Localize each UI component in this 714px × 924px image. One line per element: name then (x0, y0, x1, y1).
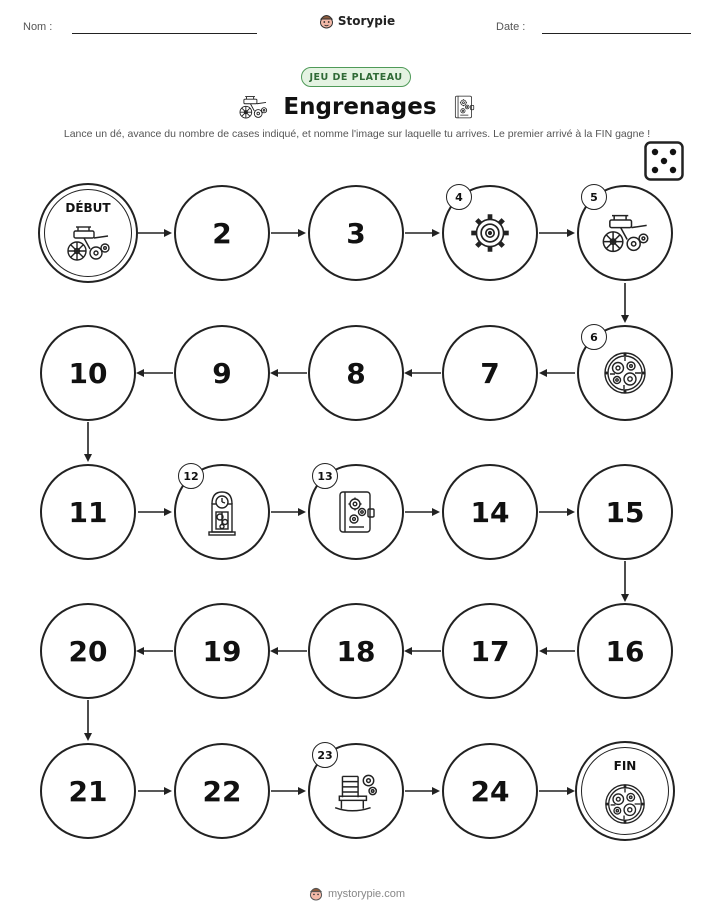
gear-icon (465, 208, 515, 258)
board-space-16[interactable] (577, 603, 673, 699)
space-number: 3 (346, 216, 366, 250)
end-label: FIN (613, 759, 637, 773)
space-number: 8 (346, 356, 366, 390)
end-space[interactable] (575, 741, 675, 841)
space-number: 18 (336, 634, 376, 668)
title-row (0, 91, 714, 123)
space-number: 17 (470, 634, 510, 668)
board-space-15[interactable] (577, 464, 673, 560)
board-space-14[interactable] (442, 464, 538, 560)
space-number: 20 (68, 634, 108, 668)
board-space-17[interactable] (442, 603, 538, 699)
space-number-tag: 23 (312, 742, 338, 768)
board-space-4[interactable] (442, 185, 538, 281)
grandfather-clock-icon (198, 487, 246, 537)
clockwork-icon (601, 349, 649, 397)
page-title: Engrenages (283, 94, 437, 120)
board-space-13[interactable] (308, 464, 404, 560)
space-number: 10 (68, 356, 108, 390)
start-space[interactable] (38, 183, 138, 283)
space-number: 2 (212, 216, 232, 250)
instructions: Lance un dé, avance du nombre de cases indiqué, et nomme l'image sur laquelle tu arrives. Le premier arrivé à la FIN gagne ! (63, 128, 651, 140)
dice-icon (644, 141, 684, 181)
gear-rocking-chair-icon (331, 766, 381, 816)
space-number-tag: 13 (312, 463, 338, 489)
board-space-24[interactable] (442, 743, 538, 839)
space-number-tag: 4 (446, 184, 472, 210)
gear-book-icon (332, 488, 380, 536)
footer (0, 886, 714, 901)
footer-url[interactable]: mystorypie.com (327, 887, 406, 900)
board-space-22[interactable] (174, 743, 270, 839)
board-space-8[interactable] (308, 325, 404, 421)
board-space-3[interactable] (308, 185, 404, 281)
name-label: Nom : (23, 21, 53, 33)
space-number: 7 (480, 356, 500, 390)
space-number: 15 (605, 495, 645, 529)
board-space-18[interactable] (308, 603, 404, 699)
name-line[interactable] (72, 33, 257, 34)
board-space-12[interactable] (174, 464, 270, 560)
board-space-2[interactable] (174, 185, 270, 281)
space-number: 19 (202, 634, 242, 668)
space-number-tag: 5 (581, 184, 607, 210)
space-number: 11 (68, 495, 108, 529)
brand-logo (0, 13, 714, 29)
game-type-badge: JEU DE PLATEAU (301, 67, 411, 87)
gear-machine-icon (237, 94, 269, 120)
space-number-tag: 6 (581, 324, 607, 350)
board-space-9[interactable] (174, 325, 270, 421)
space-number: 9 (212, 356, 232, 390)
storypie-mascot-icon (309, 886, 323, 901)
brand-name: Storypie (337, 14, 396, 28)
space-number: 22 (202, 774, 242, 808)
board-space-7[interactable] (442, 325, 538, 421)
board-space-11[interactable] (40, 464, 136, 560)
board-space-6[interactable] (577, 325, 673, 421)
board-space-19[interactable] (174, 603, 270, 699)
gear-machine-icon (64, 223, 112, 263)
gear-machine-icon (599, 211, 651, 255)
board-space-10[interactable] (40, 325, 136, 421)
board-space-21[interactable] (40, 743, 136, 839)
space-number: 14 (470, 495, 510, 529)
space-number-tag: 12 (178, 463, 204, 489)
gear-book-icon (451, 93, 477, 121)
board-space-23[interactable] (308, 743, 404, 839)
space-number: 21 (68, 774, 108, 808)
date-line[interactable] (542, 33, 691, 34)
start-label: DÉBUT (65, 201, 111, 215)
clockwork-icon (601, 781, 649, 827)
storypie-mascot-icon (319, 13, 334, 29)
board-space-20[interactable] (40, 603, 136, 699)
date-label: Date : (496, 21, 526, 33)
space-number: 16 (605, 634, 645, 668)
space-number: 24 (470, 774, 510, 808)
board-space-5[interactable] (577, 185, 673, 281)
